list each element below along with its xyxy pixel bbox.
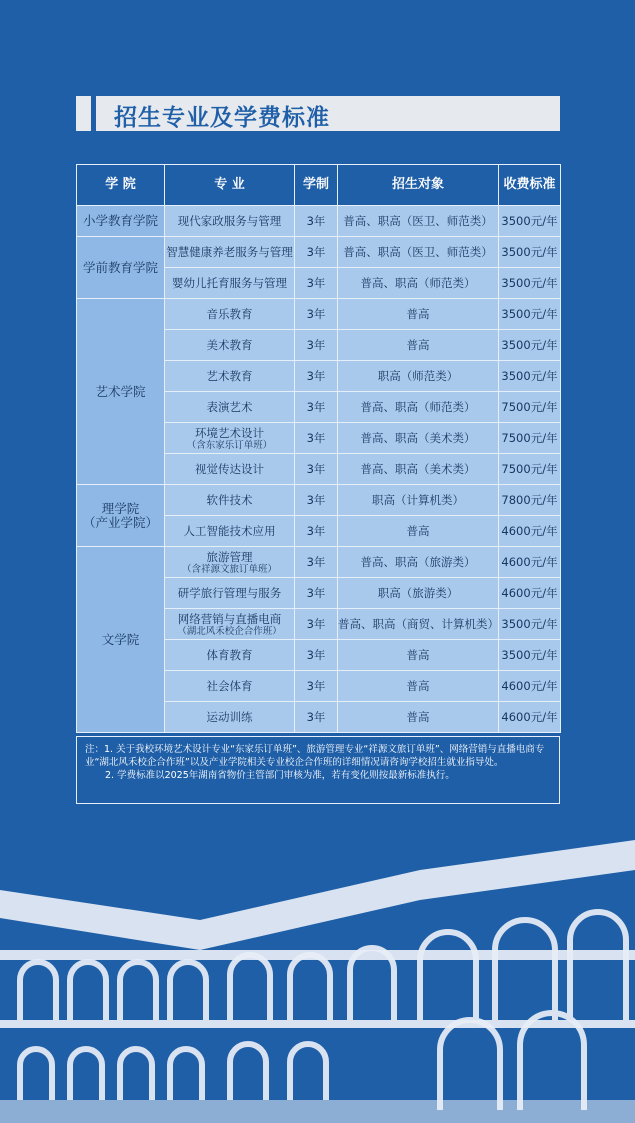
- fee-cell: 3500元/年: [499, 330, 561, 361]
- table-row: [77, 485, 561, 516]
- major-cell: 运动训练: [165, 702, 295, 733]
- target-cell: 普高: [338, 516, 499, 547]
- college-cell: 小学教育学院: [77, 206, 165, 237]
- major-cell: 美术教育: [165, 330, 295, 361]
- years-cell: 3年: [295, 516, 338, 547]
- years-cell: 3年: [295, 361, 338, 392]
- table-row: [77, 237, 561, 268]
- notes-box: [76, 736, 560, 804]
- fee-cell: 4600元/年: [499, 671, 561, 702]
- major-cell: 视觉传达设计: [165, 454, 295, 485]
- major-cell: 软件技术: [165, 485, 295, 516]
- major-cell: 体育教育: [165, 640, 295, 671]
- target-cell: 普高: [338, 671, 499, 702]
- fee-cell: 4600元/年: [499, 578, 561, 609]
- college-name: 理学院: [101, 500, 140, 516]
- target-cell: 职高（师范类）: [338, 361, 499, 392]
- fee-cell: 3500元/年: [499, 299, 561, 330]
- fee-cell: 3500元/年: [499, 361, 561, 392]
- fee-cell: 3500元/年: [499, 640, 561, 671]
- target-cell: 普高、职高（商贸、计算机类）: [338, 609, 499, 640]
- years-cell: 3年: [295, 423, 338, 454]
- note-1: 注：1. 关于我校环境艺术设计专业“东家乐订单班”、旅游管理专业“祥源文旅订单班”、网络营销与直播电商专业“湖北风禾校企合作班”以及产业学院相关专业校企合作班的详细情况请咨询学校招生就业指导处。: [85, 744, 545, 768]
- major-cell: 智慧健康养老服务与管理: [165, 237, 295, 268]
- major-subtitle: （湖北风禾校企合作班）: [177, 625, 282, 637]
- header-target: 招生对象: [338, 165, 499, 206]
- major-subtitle: （含祥源文旅订单班）: [181, 563, 277, 575]
- years-cell: 3年: [295, 206, 338, 237]
- fee-cell: 7500元/年: [499, 392, 561, 423]
- target-cell: 普高、职高（医卫、师范类）: [338, 237, 499, 268]
- years-cell: 3年: [295, 640, 338, 671]
- target-cell: 职高（旅游类）: [338, 578, 499, 609]
- years-cell: 3年: [295, 547, 338, 578]
- fee-cell: 3500元/年: [499, 609, 561, 640]
- target-cell: 普高: [338, 299, 499, 330]
- target-cell: 普高: [338, 640, 499, 671]
- years-cell: 3年: [295, 671, 338, 702]
- years-cell: 3年: [295, 578, 338, 609]
- title-bar: [76, 96, 560, 131]
- college-cell: [77, 485, 165, 547]
- college-subname: （产业学院）: [82, 514, 158, 530]
- major-cell: [165, 423, 295, 454]
- fee-cell: 3500元/年: [499, 206, 561, 237]
- major-cell: 表演艺术: [165, 392, 295, 423]
- header-college: 学 院: [77, 165, 165, 206]
- years-cell: 3年: [295, 454, 338, 485]
- header-years: 学制: [295, 165, 338, 206]
- major-name: 网络营销与直播电商: [177, 611, 282, 626]
- years-cell: 3年: [295, 268, 338, 299]
- major-cell: [165, 547, 295, 578]
- fee-table: [76, 164, 561, 733]
- title-accent: [76, 96, 96, 131]
- fee-cell: 3500元/年: [499, 268, 561, 299]
- years-cell: 3年: [295, 330, 338, 361]
- target-cell: 普高、职高（美术类）: [338, 454, 499, 485]
- years-cell: 3年: [295, 299, 338, 330]
- target-cell: 普高: [338, 702, 499, 733]
- header-fee: 收费标准: [499, 165, 561, 206]
- major-cell: 研学旅行管理与服务: [165, 578, 295, 609]
- fee-cell: 7500元/年: [499, 454, 561, 485]
- note-2: 2. 学费标准以2025年湖南省物价主管部门审核为准，若有变化则按最新标准执行。: [105, 770, 455, 781]
- years-cell: 3年: [295, 609, 338, 640]
- college-cell: 艺术学院: [77, 299, 165, 485]
- fee-cell: 4600元/年: [499, 516, 561, 547]
- years-cell: 3年: [295, 702, 338, 733]
- years-cell: 3年: [295, 237, 338, 268]
- fee-cell: 4600元/年: [499, 702, 561, 733]
- target-cell: 普高、职高（师范类）: [338, 268, 499, 299]
- years-cell: 3年: [295, 392, 338, 423]
- table-row: [77, 206, 561, 237]
- table-header-row: [77, 165, 561, 206]
- target-cell: 普高、职高（医卫、师范类）: [338, 206, 499, 237]
- fee-cell: 3500元/年: [499, 237, 561, 268]
- table-row: [77, 299, 561, 330]
- page-title: 招生专业及学费标准: [114, 105, 330, 131]
- major-cell: [165, 609, 295, 640]
- fee-cell: 4600元/年: [499, 547, 561, 578]
- major-cell: 人工智能技术应用: [165, 516, 295, 547]
- target-cell: 普高、职高（美术类）: [338, 423, 499, 454]
- college-cell: 文学院: [77, 547, 165, 733]
- major-cell: 音乐教育: [165, 299, 295, 330]
- table-row: [77, 547, 561, 578]
- target-cell: 职高（计算机类）: [338, 485, 499, 516]
- major-name: 环境艺术设计: [195, 425, 264, 440]
- target-cell: 普高、职高（旅游类）: [338, 547, 499, 578]
- college-cell: 学前教育学院: [77, 237, 165, 299]
- fee-cell: 7800元/年: [499, 485, 561, 516]
- major-cell: 现代家政服务与管理: [165, 206, 295, 237]
- target-cell: 普高、职高（师范类）: [338, 392, 499, 423]
- header-major: 专 业: [165, 165, 295, 206]
- major-cell: 婴幼儿托育服务与管理: [165, 268, 295, 299]
- campus-building-illustration: [0, 830, 635, 1123]
- target-cell: 普高: [338, 330, 499, 361]
- years-cell: 3年: [295, 485, 338, 516]
- fee-cell: 7500元/年: [499, 423, 561, 454]
- major-name: 旅游管理: [206, 549, 253, 564]
- major-cell: 艺术教育: [165, 361, 295, 392]
- major-cell: 社会体育: [165, 671, 295, 702]
- major-subtitle: （含东家乐订单班）: [186, 439, 273, 451]
